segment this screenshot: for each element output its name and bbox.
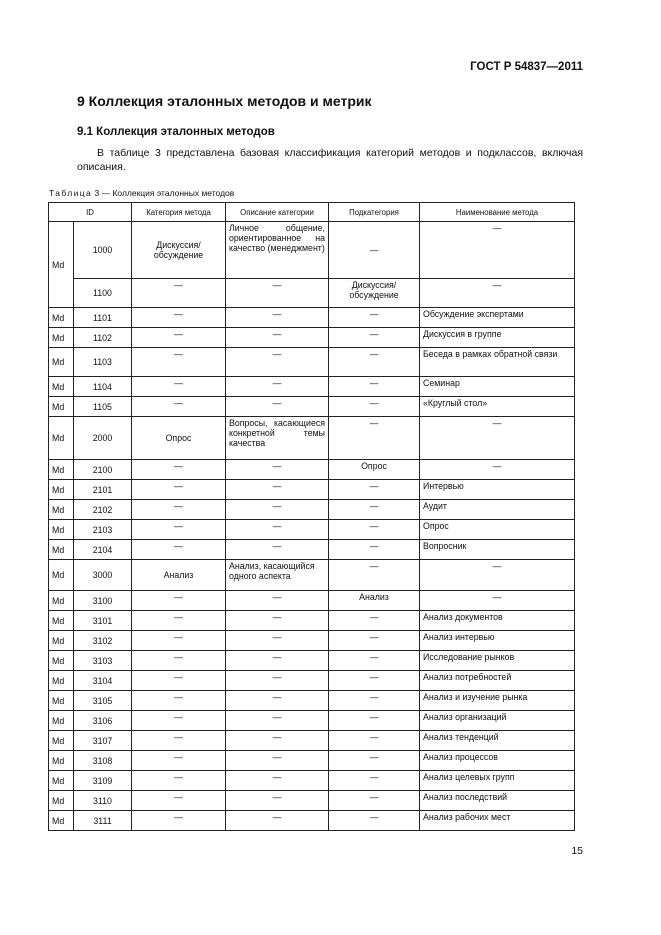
table-row [49, 611, 575, 631]
table-row [49, 500, 575, 520]
method-name-cell: — [420, 279, 575, 308]
method-name-cell: — [420, 591, 575, 611]
id-cell: 2103 [74, 520, 132, 540]
md-cell: Md [49, 308, 74, 328]
md-cell: Md [49, 460, 74, 480]
table-row [49, 520, 575, 540]
md-cell: Md [49, 500, 74, 520]
category-cell: — [132, 520, 226, 540]
table-row [49, 417, 575, 460]
md-cell: Md [49, 520, 74, 540]
id-cell: 1105 [74, 397, 132, 417]
category-cell: — [132, 500, 226, 520]
header-subcategory: Подкатегория [329, 203, 420, 222]
id-cell: 1103 [74, 348, 132, 377]
md-cell: Md [49, 377, 74, 397]
method-name-cell: Исследование рынков [420, 651, 575, 671]
subcategory-cell: — [329, 500, 420, 520]
description-cell: — [226, 671, 329, 691]
method-name-cell: Аудит [420, 500, 575, 520]
subcategory-cell: — [329, 308, 420, 328]
subcategory-cell: Дискуссия/ обсуждение [329, 279, 420, 308]
category-cell: — [132, 811, 226, 831]
page-number: 15 [571, 845, 583, 857]
method-name-cell: Анализ документов [420, 611, 575, 631]
category-cell: Анализ [132, 560, 226, 591]
description-cell: Личное общение, ориентированное на качество (менеджмент) [226, 222, 329, 279]
method-name-cell: Анализ интервью [420, 631, 575, 651]
id-cell: 1102 [74, 328, 132, 348]
table-row [49, 751, 575, 771]
md-cell: Md [49, 791, 74, 811]
description-cell: — [226, 540, 329, 560]
category-cell: — [132, 397, 226, 417]
table-row [49, 377, 575, 397]
table-row [49, 348, 575, 377]
description-cell: — [226, 691, 329, 711]
id-cell: 2100 [74, 460, 132, 480]
subcategory-cell: — [329, 811, 420, 831]
md-cell: Md [49, 540, 74, 560]
methods-table [48, 202, 575, 831]
method-name-cell: — [420, 560, 575, 591]
id-cell: 1104 [74, 377, 132, 397]
table-header-row [49, 203, 575, 222]
section-title: 9 Коллекция эталонных методов и метрик [77, 93, 372, 109]
category-cell: Опрос [132, 417, 226, 460]
md-cell: Md [49, 611, 74, 631]
subcategory-cell: — [329, 751, 420, 771]
method-name-cell: Анализ потребностей [420, 671, 575, 691]
header-category: Категория метода [132, 203, 226, 222]
subcategory-cell: — [329, 417, 420, 460]
id-cell: 1100 [74, 279, 132, 308]
method-name-cell: — [420, 222, 575, 279]
header-id: ID [49, 203, 132, 222]
method-name-cell: Анализ последствий [420, 791, 575, 811]
md-cell: Md [49, 691, 74, 711]
subcategory-cell: — [329, 377, 420, 397]
description-cell: — [226, 500, 329, 520]
method-name-cell: Анализ и изучение рынка [420, 691, 575, 711]
table-row [49, 591, 575, 611]
id-cell: 2101 [74, 480, 132, 500]
method-name-cell: Анализ тенденций [420, 731, 575, 751]
md-cell: Md [49, 222, 74, 308]
category-cell: Дискуссия/ обсуждение [132, 222, 226, 279]
md-cell: Md [49, 397, 74, 417]
description-cell: — [226, 397, 329, 417]
md-cell: Md [49, 560, 74, 591]
category-cell: — [132, 348, 226, 377]
table-row [49, 480, 575, 500]
md-cell: Md [49, 417, 74, 460]
header-method-name: Наименование метода [420, 203, 575, 222]
category-cell: — [132, 328, 226, 348]
description-cell: — [226, 480, 329, 500]
method-name-cell: Интервью [420, 480, 575, 500]
subcategory-cell: — [329, 540, 420, 560]
method-name-cell: — [420, 417, 575, 460]
id-cell: 2104 [74, 540, 132, 560]
id-cell: 3104 [74, 671, 132, 691]
id-cell: 1101 [74, 308, 132, 328]
intro-text: В таблице 3 представлена базовая классификация категорий методов и подклассов, включая описания. [77, 147, 583, 173]
method-name-cell: Обсуждение экспертами [420, 308, 575, 328]
category-cell: — [132, 540, 226, 560]
subcategory-cell: Опрос [329, 460, 420, 480]
id-cell: 3103 [74, 651, 132, 671]
category-cell: — [132, 731, 226, 751]
description-cell: — [226, 611, 329, 631]
id-cell: 2000 [74, 417, 132, 460]
description-cell: — [226, 811, 329, 831]
caption-prefix: Таблица [49, 188, 93, 198]
method-name-cell: Анализ целевых групп [420, 771, 575, 791]
md-cell: Md [49, 631, 74, 651]
intro-paragraph [77, 146, 583, 174]
method-name-cell: Вопросник [420, 540, 575, 560]
subcategory-cell: — [329, 711, 420, 731]
method-name-cell: Беседа в рамках обратной связи [420, 348, 575, 377]
table-row [49, 651, 575, 671]
id-cell: 3107 [74, 731, 132, 751]
subcategory-cell: — [329, 560, 420, 591]
subcategory-cell: — [329, 520, 420, 540]
subcategory-cell: Анализ [329, 591, 420, 611]
subcategory-cell: — [329, 611, 420, 631]
table-row [49, 222, 575, 279]
document-code: ГОСТ Р 54837—2011 [470, 61, 583, 73]
description-cell: — [226, 308, 329, 328]
description-cell: — [226, 771, 329, 791]
header-description: Описание категории [226, 203, 329, 222]
table-row [49, 308, 575, 328]
md-cell: Md [49, 348, 74, 377]
table-row [49, 671, 575, 691]
category-cell: — [132, 791, 226, 811]
id-cell: 3100 [74, 591, 132, 611]
subcategory-cell: — [329, 631, 420, 651]
subcategory-cell: — [329, 397, 420, 417]
md-cell: Md [49, 651, 74, 671]
description-cell: — [226, 631, 329, 651]
table-row [49, 279, 575, 308]
id-cell: 3111 [74, 811, 132, 831]
description-cell: — [226, 791, 329, 811]
md-cell: Md [49, 771, 74, 791]
md-cell: Md [49, 811, 74, 831]
description-cell: — [226, 711, 329, 731]
category-cell: — [132, 711, 226, 731]
category-cell: — [132, 480, 226, 500]
description-cell: — [226, 348, 329, 377]
subcategory-cell: — [329, 480, 420, 500]
subcategory-cell: — [329, 651, 420, 671]
table-row [49, 540, 575, 560]
id-cell: 3000 [74, 560, 132, 591]
caption-rest: 3 — Коллекция эталонных методов [92, 188, 235, 198]
id-cell: 3108 [74, 751, 132, 771]
md-cell: Md [49, 328, 74, 348]
method-name-cell: Анализ процессов [420, 751, 575, 771]
subcategory-cell: — [329, 771, 420, 791]
category-cell: — [132, 308, 226, 328]
description-cell: — [226, 731, 329, 751]
description-cell: — [226, 460, 329, 480]
description-cell: — [226, 651, 329, 671]
table-row [49, 631, 575, 651]
table-row [49, 711, 575, 731]
table-row [49, 691, 575, 711]
category-cell: — [132, 651, 226, 671]
table-row [49, 791, 575, 811]
category-cell: — [132, 751, 226, 771]
method-name-cell: — [420, 460, 575, 480]
category-cell: — [132, 591, 226, 611]
id-cell: 1000 [74, 222, 132, 279]
id-cell: 3109 [74, 771, 132, 791]
table-row [49, 731, 575, 751]
subcategory-cell: — [329, 328, 420, 348]
method-name-cell: Семинар [420, 377, 575, 397]
description-cell: — [226, 377, 329, 397]
method-name-cell: «Круглый стол» [420, 397, 575, 417]
id-cell: 3106 [74, 711, 132, 731]
table-row [49, 811, 575, 831]
id-cell: 2102 [74, 500, 132, 520]
subsection-title: 9.1 Коллекция эталонных методов [77, 126, 275, 138]
method-name-cell: Дискуссия в группе [420, 328, 575, 348]
table-caption [49, 188, 234, 198]
md-cell: Md [49, 711, 74, 731]
description-cell: Вопросы, касающиеся конкретной темы качества [226, 417, 329, 460]
method-name-cell: Анализ организаций [420, 711, 575, 731]
md-cell: Md [49, 751, 74, 771]
md-cell: Md [49, 731, 74, 751]
category-cell: — [132, 377, 226, 397]
md-cell: Md [49, 671, 74, 691]
id-cell: 3101 [74, 611, 132, 631]
subcategory-cell: — [329, 222, 420, 279]
table-row [49, 397, 575, 417]
category-cell: — [132, 279, 226, 308]
subcategory-cell: — [329, 791, 420, 811]
method-name-cell: Анализ рабочих мест [420, 811, 575, 831]
id-cell: 3110 [74, 791, 132, 811]
category-cell: — [132, 671, 226, 691]
description-cell: — [226, 279, 329, 308]
category-cell: — [132, 631, 226, 651]
description-cell: — [226, 751, 329, 771]
table-row [49, 460, 575, 480]
md-cell: Md [49, 591, 74, 611]
id-cell: 3102 [74, 631, 132, 651]
subcategory-cell: — [329, 731, 420, 751]
category-cell: — [132, 771, 226, 791]
subcategory-cell: — [329, 691, 420, 711]
description-cell: Анализ, касающийся одного аспекта [226, 560, 329, 591]
md-cell: Md [49, 480, 74, 500]
description-cell: — [226, 520, 329, 540]
description-cell: — [226, 591, 329, 611]
description-cell: — [226, 328, 329, 348]
table-row [49, 328, 575, 348]
id-cell: 3105 [74, 691, 132, 711]
method-name-cell: Опрос [420, 520, 575, 540]
category-cell: — [132, 691, 226, 711]
subcategory-cell: — [329, 348, 420, 377]
category-cell: — [132, 611, 226, 631]
table-row [49, 560, 575, 591]
category-cell: — [132, 460, 226, 480]
table-row [49, 771, 575, 791]
subcategory-cell: — [329, 671, 420, 691]
